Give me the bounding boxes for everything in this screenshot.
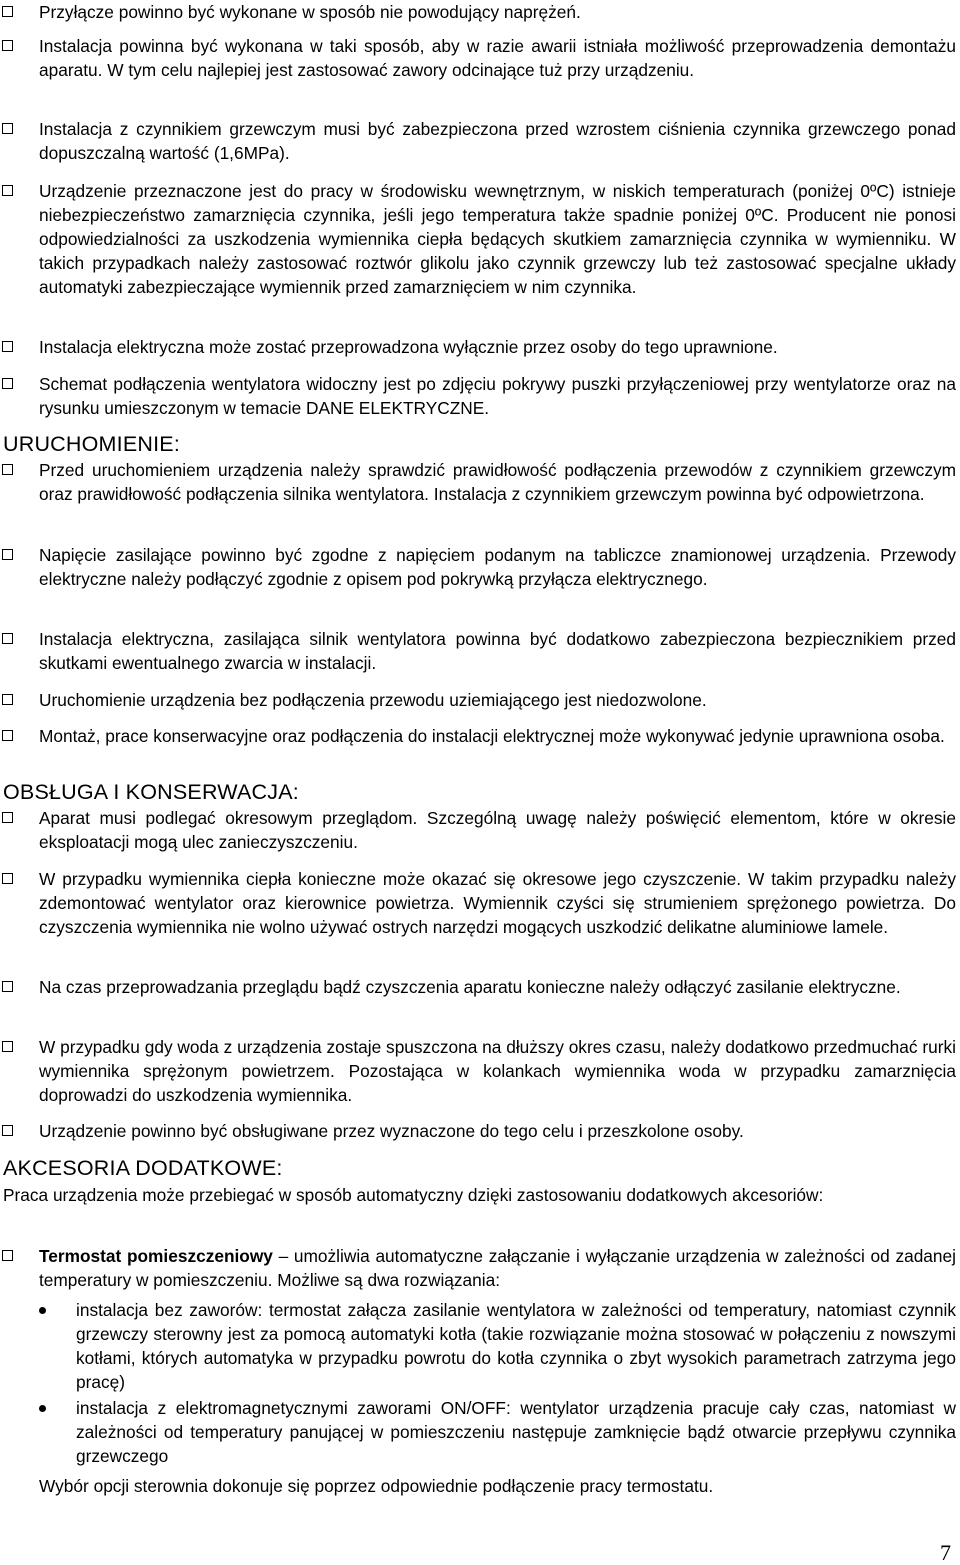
- checkbox-bullet-icon: [2, 549, 13, 560]
- list-item-text: Przed uruchomieniem urządzenia należy sprawdzić prawidłowość podłączenia przewodów z czynnikiem grzewczym oraz prawidłowość podłączenia silnika wentylatora. Instalacja z czynnikiem grzewczym powinna być odpowietrzona.: [39, 460, 956, 504]
- section-heading: OBSŁUGA I KONSERWACJA:: [3, 780, 299, 804]
- list-item-text: Urządzenie przeznaczone jest do pracy w środowisku wewnętrznym, w niskich temperaturach (poniżej 0ºC) istnieje niebezpieczeństwo zamarznięcia czynnika, jeśli jego temperatura także spadnie poniżej 0ºC. Producent nie ponosi odpowiedzialności za uszkodzenia wymiennika ciepła będących skutkiem zamarznięcia czynnika w wymienniku. W takich przypadkach należy zastosować roztwór glikolu jako czynnik grzewczy lub też zastosować specjalne układy automatyki zabezpieczające wymiennik przed zamarznięciem w nim czynnika.: [39, 181, 956, 297]
- page-number: 7: [940, 1540, 951, 1565]
- checkbox-bullet-icon: [2, 123, 13, 134]
- termostat-label: Termostat pomieszczeniowy: [39, 1246, 273, 1266]
- checkbox-bullet-icon: [2, 378, 13, 389]
- checkbox-bullet-icon: [2, 873, 13, 884]
- section-heading: AKCESORIA DODATKOWE:: [3, 1156, 283, 1180]
- list-item-text: Schemat podłączenia wentylatora widoczny jest po zdjęciu pokrywy puszki przyłączeniowej przy wentylatorze oraz na rysunku umieszczonym w temacie DANE ELEKTRYCZNE.: [39, 374, 956, 418]
- checkbox-bullet-icon: [2, 1125, 13, 1136]
- bullet-dot-icon: [39, 1307, 46, 1314]
- checkbox-bullet-icon: [2, 633, 13, 644]
- checkbox-bullet-icon: [2, 185, 13, 196]
- closing-paragraph: Wybór opcji sterownia dokonuje się poprzez odpowiednie podłączenie pracy termostatu.: [39, 1476, 714, 1496]
- list-item-text: Instalacja powinna być wykonana w taki sposób, aby w razie awarii istniała możliwość przeprowadzenia demontażu aparatu. W tym celu najlepiej jest zastosować zawory odcinające tuż przy urządzeniu.: [39, 36, 956, 80]
- list-item-text: Instalacja elektryczna, zasilająca silnik wentylatora powinna być dodatkowo zabezpieczona bezpiecznikiem przed skutkami ewentualnego zwarcia w instalacji.: [39, 629, 956, 673]
- list-item-text: Uruchomienie urządzenia bez podłączenia przewodu uziemiającego jest niedozwolone.: [39, 690, 707, 710]
- checkbox-bullet-icon: [2, 464, 13, 475]
- termostat-description: – umożliwia automatyczne załączanie i wyłączanie urządzenia w zależności od zadanej temperatury w pomieszczeniu. Możliwe są dwa rozwiązania:: [39, 1246, 956, 1290]
- checkbox-bullet-icon: [2, 341, 13, 352]
- checkbox-bullet-icon: [2, 6, 13, 17]
- intro-paragraph: Praca urządzenia może przebiegać w sposób automatyczny dzięki zastosowaniu dodatkowych akcesoriów:: [3, 1185, 824, 1205]
- checkbox-bullet-icon: [2, 730, 13, 741]
- list-item-text: Przyłącze powinno być wykonane w sposób nie powodujący naprężeń.: [39, 2, 581, 22]
- list-item-text: Instalacja z czynnikiem grzewczym musi być zabezpieczona przed wzrostem ciśnienia czynnika grzewczego ponad dopuszczalną wartość (1,6MPa).: [39, 119, 956, 163]
- list-item-text: Napięcie zasilające powinno być zgodne z napięciem podanym na tabliczce znamionowej urządzenia. Przewody elektryczne należy podłączyć zgodnie z opisem pod pokrywką przyłącza elektrycznego.: [39, 545, 956, 589]
- list-item-text: Urządzenie powinno być obsługiwane przez wyznaczone do tego celu i przeszkolone osoby.: [39, 1121, 744, 1141]
- list-item-text: Montaż, prace konserwacyjne oraz podłączenia do instalacji elektrycznej może wykonywać jedynie uprawniona osoba.: [39, 726, 945, 746]
- checkbox-bullet-icon: [2, 981, 13, 992]
- checkbox-bullet-icon: [2, 1041, 13, 1052]
- sub-list-item-text: instalacja z elektromagnetycznymi zaworami ON/OFF: wentylator urządzenia pracuje cały czas, natomiast w zależności od temperatury panującej w pomieszczeniu następuje zamknięcie bądź otwarcie przepływu czynnika grzewczego: [76, 1398, 956, 1466]
- section-heading: URUCHOMIENIE:: [3, 432, 180, 456]
- checkbox-bullet-icon: [2, 1250, 13, 1261]
- sub-list-item-text: instalacja bez zaworów: termostat załącza zasilanie wentylatora w zależności od temperatury, natomiast czynnik grzewczy sterowny jest za pomocą automatyki kotła (takie rozwiązanie można stosować w połączeniu z nowszymi kotłami, których automatyka w przypadku powrotu do kotła czynnika o zbyt wysokich parametrach zatrzyma jego pracę): [76, 1300, 956, 1392]
- checkbox-bullet-icon: [2, 40, 13, 51]
- list-item-text: W przypadku wymiennika ciepła konieczne może okazać się okresowe jego czyszczenie. W takim przypadku należy zdemontować wentylator oraz kierownice powietrza. Wymiennik czyści się strumieniem sprężonego powietrza. Do czyszczenia wymiennika nie wolno używać ostrych narzędzi mogących uszkodzić delikatne aluminiowe lamele.: [39, 869, 956, 937]
- checkbox-bullet-icon: [2, 694, 13, 705]
- bullet-dot-icon: [39, 1405, 46, 1412]
- list-item-text: [39, 1244, 956, 1292]
- list-item-text: W przypadku gdy woda z urządzenia zostaje spuszczona na dłuższy okres czasu, należy dodatkowo przedmuchać rurki wymiennika sprężonym powietrzem. Pozostająca w kolankach wymiennika woda w przypadku zamarznięcia doprowadzi do uszkodzenia wymiennika.: [39, 1037, 956, 1105]
- list-item-text: Na czas przeprowadzania przeglądu bądź czyszczenia aparatu konieczne należy odłączyć zasilanie elektryczne.: [39, 977, 901, 997]
- list-item-text: Instalacja elektryczna może zostać przeprowadzona wyłącznie przez osoby do tego uprawnione.: [39, 337, 778, 357]
- list-item-text: Aparat musi podlegać okresowym przeglądom. Szczególną uwagę należy poświęcić elementom, które w okresie eksploatacji mogą ulec zanieczyszczeniu.: [39, 808, 956, 852]
- checkbox-bullet-icon: [2, 812, 13, 823]
